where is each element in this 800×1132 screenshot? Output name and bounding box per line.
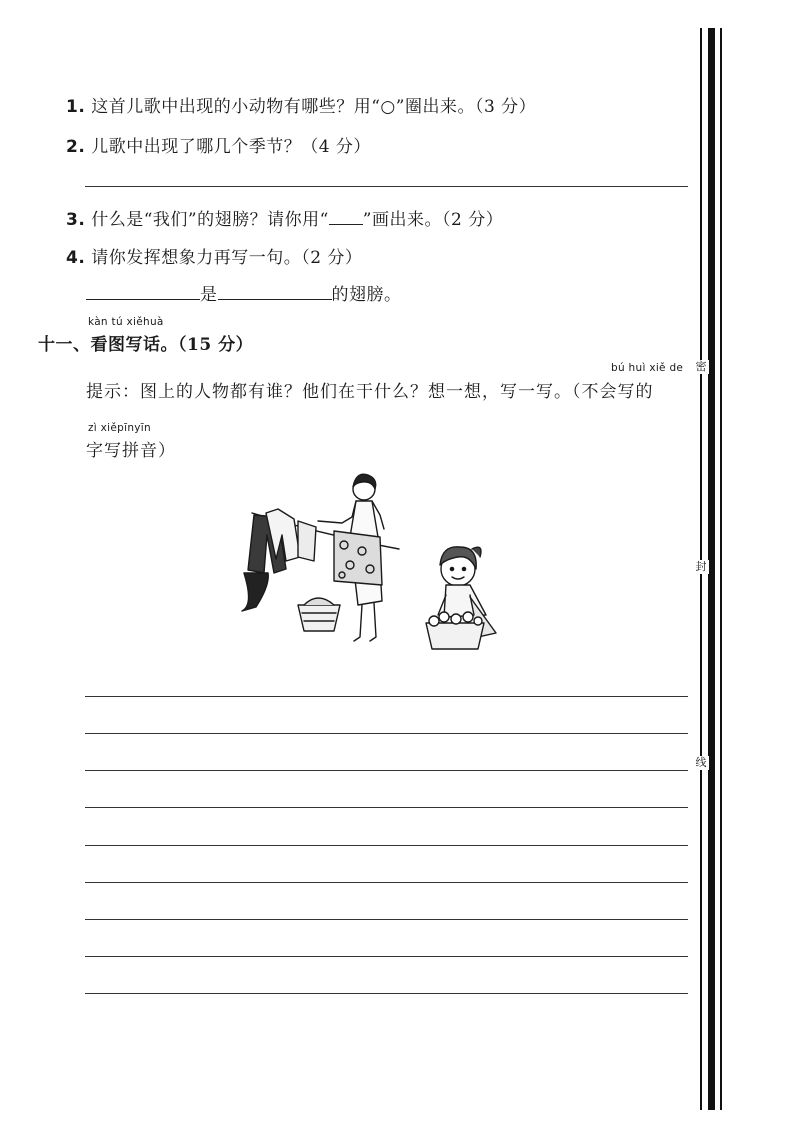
question-3-text: 什么是“我们”的翅膀？请你用“: [91, 210, 329, 230]
hint-pinyin-1: bú huì xiě de: [611, 362, 684, 374]
line-label: 线: [693, 756, 709, 770]
question-2-text: 儿歌中出现了哪几个季节？（4 分）: [91, 137, 371, 157]
question-3-number: 3.: [66, 210, 86, 230]
section-11-pinyin: kàn tú xiěhuà: [88, 316, 164, 328]
question-4-text: 请你发挥想象力再写一句。（2 分）: [91, 248, 363, 268]
fill-ending: 的翅膀。: [331, 285, 402, 305]
question-4: [66, 243, 362, 268]
question-2-number: 2.: [66, 137, 86, 157]
hint-text: 提示：图上的人物都有谁？他们在干什么？想一想，写一写。（不会写的: [86, 382, 654, 402]
writing-line[interactable]: [85, 696, 688, 697]
writing-line[interactable]: [85, 993, 688, 994]
writing-line[interactable]: [85, 956, 688, 957]
binding-line-thick: [708, 28, 715, 1110]
hint-text-cont: 字写拼音）: [86, 441, 176, 461]
question-1-text: 这首儿歌中出现的小动物有哪些？用“: [91, 97, 381, 117]
fill-in-sentence: [86, 280, 402, 305]
fill-connector: 是: [200, 285, 218, 305]
writing-line[interactable]: [85, 882, 688, 883]
writing-line[interactable]: [85, 733, 688, 734]
circle-mark: ○: [380, 97, 396, 117]
question-4-number: 4.: [66, 248, 86, 268]
writing-line[interactable]: [85, 845, 688, 846]
hint-pinyin-2: zì xiěpīnyīn: [88, 422, 151, 434]
question-3: [66, 205, 503, 230]
writing-line[interactable]: [85, 770, 688, 771]
writing-line[interactable]: [85, 807, 688, 808]
binding-line-outer: [720, 28, 722, 1110]
question-1-number: 1.: [66, 97, 86, 117]
writing-line[interactable]: [85, 919, 688, 920]
envelope-label: 封: [693, 560, 709, 574]
section-11-heading: 十一、看图写话。（15 分）: [38, 335, 254, 355]
question-1-text-end: ”圈出来。（3 分）: [395, 97, 537, 117]
fill-blank-2[interactable]: [218, 299, 332, 300]
question-1: [66, 92, 536, 117]
fill-blank-1[interactable]: [86, 299, 200, 300]
laundry-illustration: [234, 465, 514, 665]
underline-sample: [329, 224, 363, 225]
question-3-text-end: ”画出来。（2 分）: [362, 210, 504, 230]
seal-label: 密: [693, 360, 709, 374]
answer-line-q2[interactable]: [85, 186, 688, 187]
question-2: [66, 132, 371, 157]
